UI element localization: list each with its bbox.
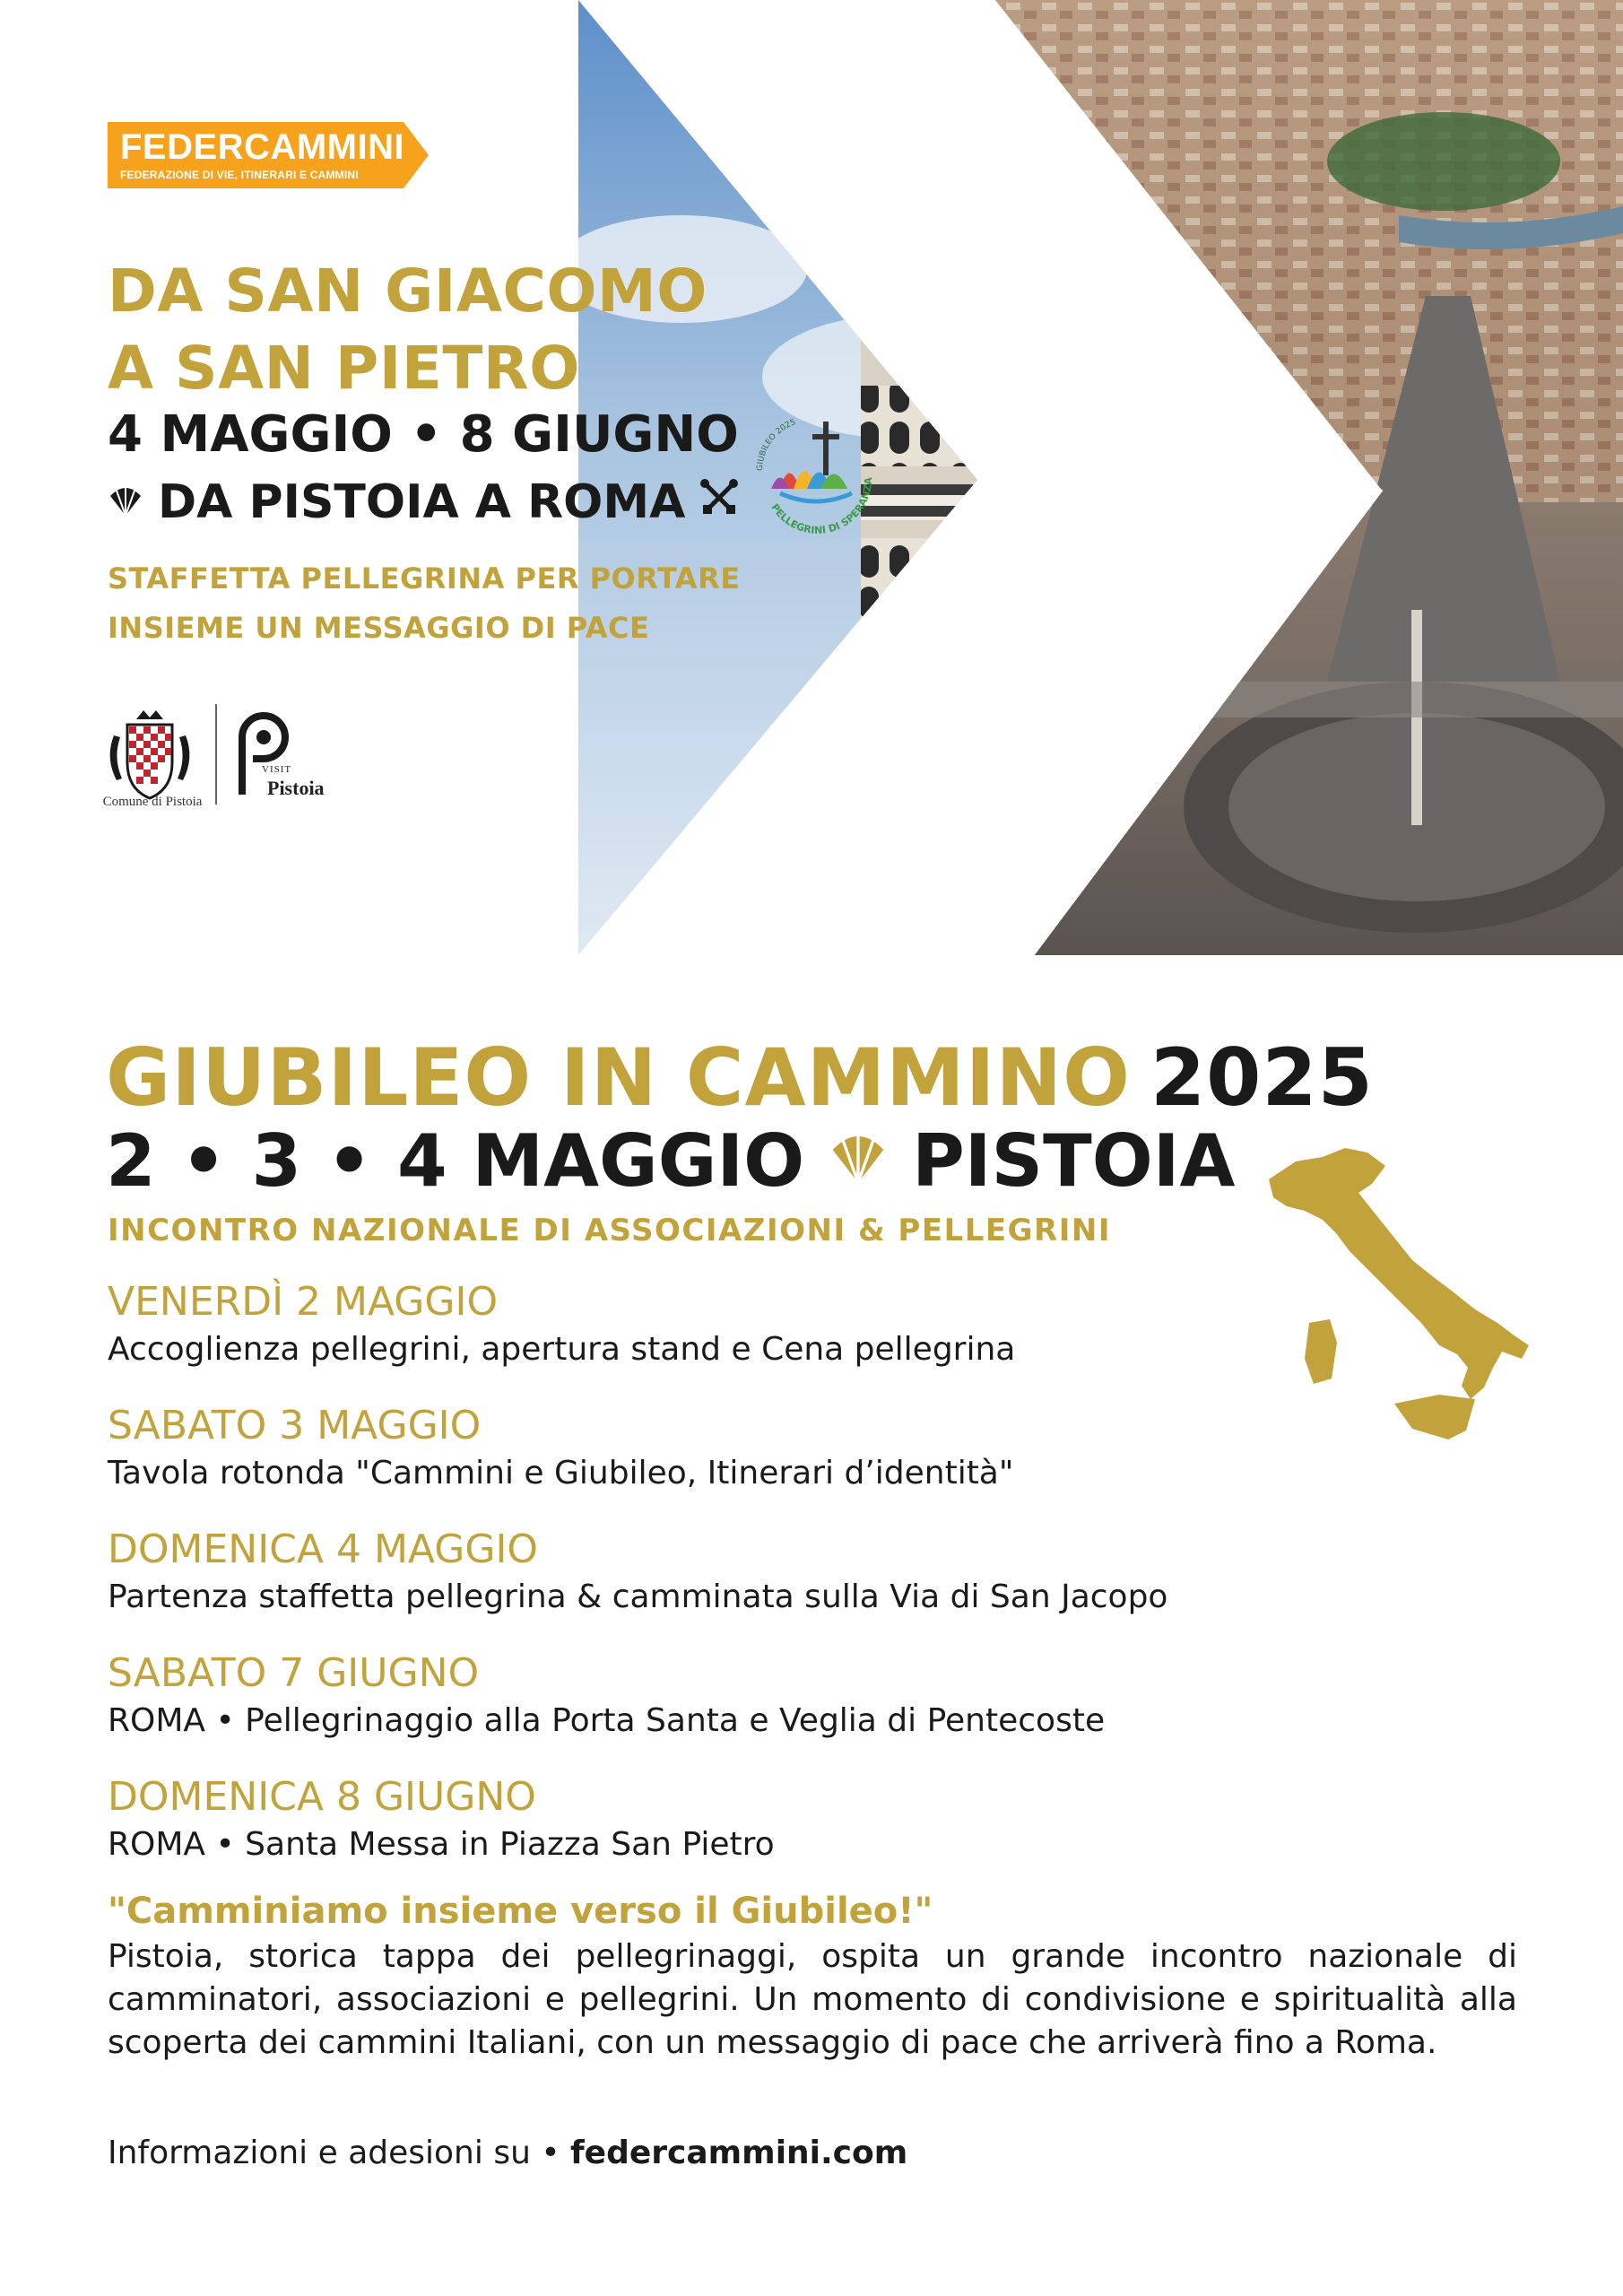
- event-year: 2025: [1150, 1031, 1374, 1124]
- schedule-day: SABATO 7 GIUGNO: [108, 1650, 480, 1696]
- event-dates: [106, 1119, 1235, 1203]
- schedule-day: SABATO 3 MAGGIO: [108, 1403, 482, 1448]
- hero-route: [108, 475, 739, 529]
- jubilee-logo-top-text: GIUBILEO 2025: [755, 418, 797, 472]
- event-title-text: GIUBILEO IN CAMMINO: [106, 1031, 1131, 1124]
- schedule-day: VENERDÌ 2 MAGGIO: [108, 1279, 499, 1325]
- schedule-desc: Tavola rotonda "Cammini e Giubileo, Itinerari d’identità": [108, 1455, 1014, 1492]
- schedule-day: DOMENICA 4 MAGGIO: [108, 1526, 539, 1572]
- schedule-item: [108, 1401, 1524, 1525]
- schedule-desc: Accoglienza pellegrini, apertura stand e Cena pellegrina: [108, 1331, 1016, 1368]
- visit-label: VISIT: [262, 764, 292, 775]
- hero-tagline-line-2: INSIEME UN MESSAGGIO DI PACE: [108, 611, 650, 645]
- comune-name: Comune di Pistoia: [102, 795, 203, 809]
- rome-st-peter-photo: [986, 0, 1623, 955]
- jubilee-logo-bottom-text: PELLEGRINI DI SPERANZA: [768, 476, 874, 536]
- partner-divider: [215, 704, 217, 804]
- schedule-desc: ROMA • Pellegrinaggio alla Porta Santa e Veglia di Pentecoste: [108, 1702, 1106, 1739]
- description: Pistoia, storica tappa dei pellegrinaggi, ospita un grande incontro nazionale di camminatori, associazioni e pellegrini. Un momento di condivisione e spiritualità alla scoperta dei cammini Italiani, con un messaggio di pace che arriverà fino a Roma.: [108, 1938, 1517, 2061]
- schedule-item: [108, 1648, 1524, 1772]
- schedule-list: [108, 1277, 1524, 1896]
- schedule-desc: ROMA • Santa Messa in Piazza San Pietro: [108, 1826, 775, 1863]
- schedule-desc: Partenza staffetta pellegrina & camminata sulla Via di San Jacopo: [108, 1578, 1168, 1615]
- event-subtitle: INCONTRO NAZIONALE DI ASSOCIAZIONI & PELLEGRINI: [108, 1213, 1111, 1248]
- event-dates-text: 2 • 3 • 4 MAGGIO: [106, 1119, 805, 1203]
- scallop-shell-icon: [108, 475, 143, 529]
- schedule-item: [108, 1525, 1524, 1648]
- hero-tagline-line-1: STAFFETTA PELLEGRINA PER PORTARE: [108, 561, 741, 596]
- visit-pistoia-name: Pistoia: [267, 777, 325, 799]
- comune-pistoia-coat-of-arms: [100, 709, 199, 807]
- hero-dates: 4 MAGGIO • 8 GIUGNO: [108, 405, 739, 464]
- jubilee-2025-logo: [744, 404, 879, 538]
- hero-title: [108, 253, 707, 407]
- info-prefix: Informazioni e adesioni su •: [108, 2135, 560, 2171]
- scallop-shell-icon: [828, 1119, 889, 1203]
- crossed-keys-icon: [699, 475, 739, 529]
- logo-subtitle: FEDERAZIONE DI VIE, ITINERARI E CAMMINI: [120, 169, 359, 181]
- schedule-item: [108, 1277, 1524, 1401]
- schedule-day: DOMENICA 8 GIUGNO: [108, 1774, 536, 1820]
- info-line: [108, 2135, 907, 2171]
- schedule-item: [108, 1772, 1524, 1896]
- hero-title-line-1: DA SAN GIACOMO: [108, 257, 707, 326]
- slogan: "Camminiamo insieme verso il Giubileo!": [108, 1891, 933, 1932]
- website-link[interactable]: federcammini.com: [570, 2135, 908, 2171]
- hero-title-line-2: A SAN PIETRO: [108, 334, 580, 403]
- federcammini-logo: [108, 122, 429, 188]
- hero-route-text: DA PISTOIA A ROMA: [158, 475, 686, 529]
- event-title: [106, 1031, 1374, 1124]
- logo-name: FEDERCAMMINI: [120, 127, 405, 167]
- event-city: PISTOIA: [912, 1119, 1236, 1203]
- hero-tagline: [108, 554, 741, 653]
